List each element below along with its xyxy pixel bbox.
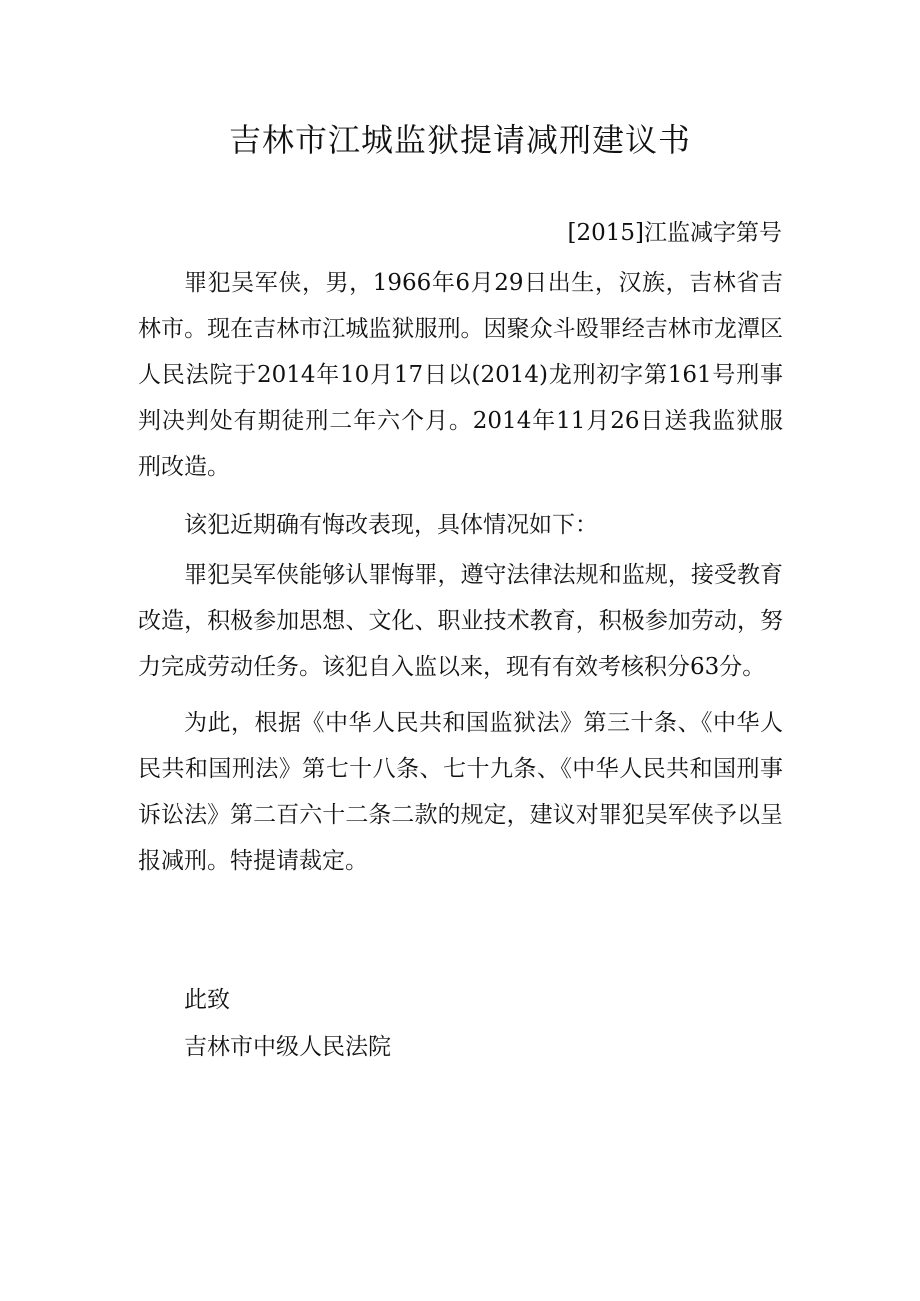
paragraph-repentance-intro: 该犯近期确有悔改表现，具体情况如下： [184, 512, 598, 538]
closing-salutation: 此致 [184, 987, 230, 1013]
paragraph-legal-basis: 为此，根据《中华人民共和国监狱法》第三十条、《中华人民共和国刑法》第七十八条、七十九条、《中华人民共和国刑事诉讼法》第二百六十二条二款的规定，建议对罪犯吴军侠予以呈报减刑。特提请裁定。 [138, 710, 783, 874]
recipient-court: 吉林市中级人民法院 [184, 1034, 391, 1060]
paragraph-offender-info: 罪犯吴军侠，男，1966年6月29日出生，汉族，吉林省吉林市。现在吉林市江城监狱服刑。因聚众斗殴罪经吉林市龙潭区人民法院于2014年10月17日以(2014)龙刑初字第161号刑事判决判处有期徒刑二年六个月。2014年11月26日送我监狱服刑改造。 [138, 270, 783, 480]
document-reference-number: [2015]江监减字第号 [567, 220, 782, 246]
paragraph-behavior-details: 罪犯吴军侠能够认罪悔罪，遵守法律法规和监规，接受教育改造，积极参加思想、文化、职业技术教育，积极参加劳动，努力完成劳动任务。该犯自入监以来，现有有效考核积分63分。 [138, 562, 783, 680]
document-title: 吉林市江城监狱提请减刑建议书 [228, 121, 691, 159]
